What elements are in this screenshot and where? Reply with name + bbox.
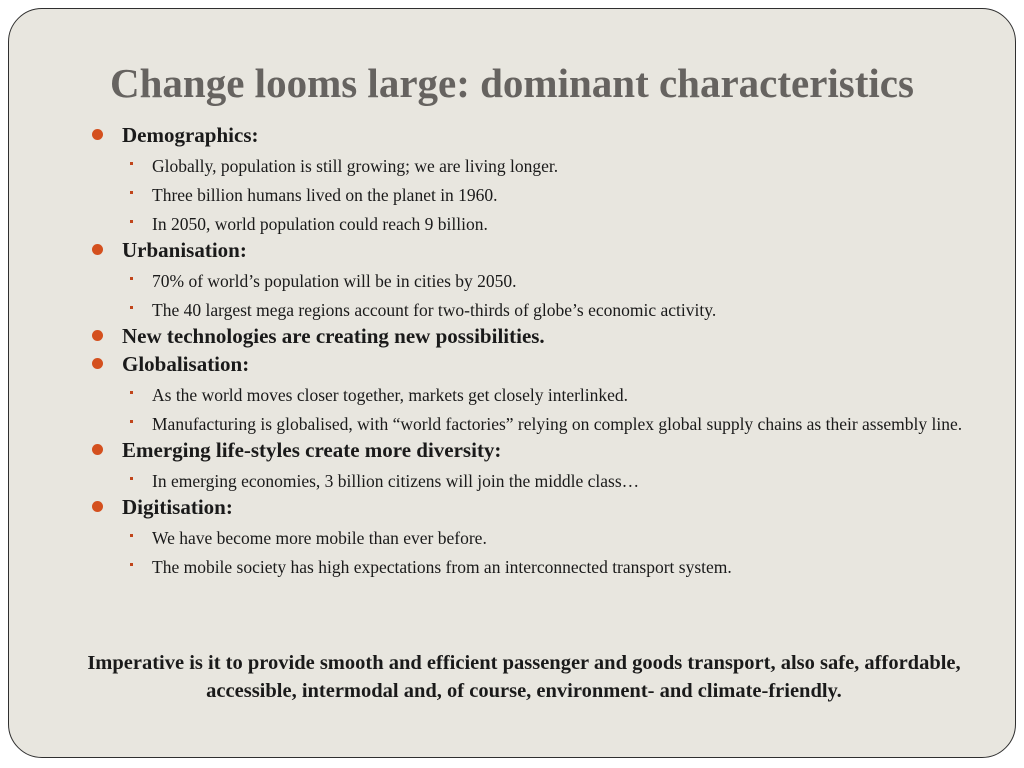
sub-bullet-text: The 40 largest mega regions account for two-thirds of globe’s economic activity. bbox=[152, 300, 717, 320]
sub-bullet bbox=[9, 212, 1016, 236]
sub-bullet-text: Three billion humans lived on the planet in 1960. bbox=[152, 185, 498, 205]
section-heading bbox=[9, 121, 1016, 149]
bullet-dot-icon bbox=[92, 330, 103, 341]
square-bullet-icon bbox=[130, 534, 133, 537]
section-heading bbox=[9, 350, 1016, 378]
sub-bullet bbox=[9, 383, 1016, 407]
square-bullet-icon bbox=[130, 477, 133, 480]
section-urbanisation bbox=[9, 236, 1016, 322]
sub-bullet bbox=[9, 154, 1016, 178]
section-heading bbox=[9, 436, 1016, 464]
section-heading bbox=[9, 322, 1016, 350]
sub-bullet-text: As the world moves closer together, markets get closely interlinked. bbox=[152, 385, 629, 405]
sub-bullet bbox=[9, 555, 1016, 579]
square-bullet-icon bbox=[130, 220, 133, 223]
section-heading-text: Urbanisation: bbox=[122, 238, 247, 262]
sub-bullet-text: Manufacturing is globalised, with “world factories” relying on complex global supply chains as their assembly line. bbox=[152, 414, 963, 434]
bullet-list bbox=[9, 121, 1016, 579]
square-bullet-icon bbox=[130, 420, 133, 423]
square-bullet-icon bbox=[130, 306, 133, 309]
sub-bullet-text: 70% of world’s population will be in cities by 2050. bbox=[152, 271, 517, 291]
section-life-styles bbox=[9, 436, 1016, 493]
section-heading-text: Demographics: bbox=[122, 123, 259, 147]
section-digitisation bbox=[9, 493, 1016, 579]
sub-bullet bbox=[9, 183, 1016, 207]
bullet-dot-icon bbox=[92, 444, 103, 455]
section-heading bbox=[9, 236, 1016, 264]
sub-bullet bbox=[9, 298, 1016, 322]
bullet-dot-icon bbox=[92, 358, 103, 369]
square-bullet-icon bbox=[130, 391, 133, 394]
square-bullet-icon bbox=[130, 277, 133, 280]
sub-bullet bbox=[9, 412, 1016, 436]
section-heading-text: New technologies are creating new possibilities. bbox=[122, 324, 545, 348]
sub-bullet bbox=[9, 269, 1016, 293]
slide-title: Change looms large: dominant characteristics bbox=[110, 60, 914, 106]
square-bullet-icon bbox=[130, 162, 133, 165]
square-bullet-icon bbox=[130, 191, 133, 194]
sub-bullet-text: We have become more mobile than ever before. bbox=[152, 528, 487, 548]
sub-bullet-text: The mobile society has high expectations from an interconnected transport system. bbox=[152, 557, 732, 577]
section-heading-text: Globalisation: bbox=[122, 352, 250, 376]
bullet-dot-icon bbox=[92, 501, 103, 512]
section-heading-text: Digitisation: bbox=[122, 495, 233, 519]
sub-bullet-text: In 2050, world population could reach 9 billion. bbox=[152, 214, 488, 234]
section-demographics bbox=[9, 121, 1016, 236]
conclusion-text: Imperative is it to provide smooth and efficient passenger and goods transport, also safe, affordable, accessible, intermodal and, of course, environment- and climate-friendly. bbox=[87, 652, 961, 702]
sub-bullet-text: In emerging economies, 3 billion citizens will join the middle class… bbox=[152, 471, 640, 491]
sub-bullet bbox=[9, 469, 1016, 493]
section-globalisation bbox=[9, 350, 1016, 436]
bullet-dot-icon bbox=[92, 129, 103, 140]
sub-bullet bbox=[9, 526, 1016, 550]
section-new-technologies bbox=[9, 322, 1016, 350]
slide bbox=[8, 8, 1016, 758]
bullet-dot-icon bbox=[92, 244, 103, 255]
sub-bullet-text: Globally, population is still growing; we are living longer. bbox=[152, 156, 559, 176]
section-heading-text: Emerging life-styles create more diversity: bbox=[122, 438, 502, 462]
section-heading bbox=[9, 493, 1016, 521]
square-bullet-icon bbox=[130, 563, 133, 566]
